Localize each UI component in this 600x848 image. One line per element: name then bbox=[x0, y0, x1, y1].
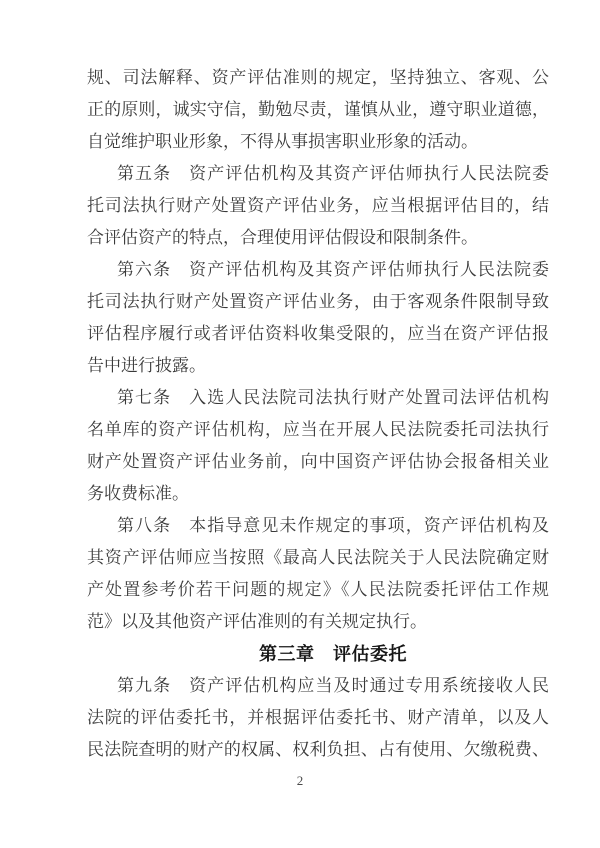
document-body bbox=[87, 62, 549, 766]
page-number: 2 bbox=[296, 773, 304, 788]
text-line: 第五条 资产评估机构及其资产评估师执行人民法院委 bbox=[117, 164, 549, 183]
text-line: 民法院查明的财产的权属、权利负担、占有使用、欠缴税费、 bbox=[87, 740, 549, 759]
text-line: 自觉维护职业形象，不得从事损害职业形象的活动。 bbox=[87, 132, 478, 151]
text-line: 告中进行披露。 bbox=[87, 356, 206, 375]
text-line: 第六条 资产评估机构及其资产评估师执行人民法院委 bbox=[117, 260, 549, 279]
text-line: 托司法执行财产处置资产评估业务，由于客观条件限制导致 bbox=[87, 292, 549, 311]
text-line: 第七条 入选人民法院司法执行财产处置司法评估机构 bbox=[117, 388, 549, 407]
text-line: 合评估资产的特点，合理使用评估假设和限制条件。 bbox=[87, 228, 478, 247]
text-line: 评估程序履行或者评估资料收集受限的，应当在资产评估报 bbox=[87, 324, 549, 343]
text-line: 第八条 本指导意见未作规定的事项，资产评估机构及 bbox=[117, 516, 549, 535]
text-line: 范》以及其他资产评估准则的有关规定执行。 bbox=[87, 612, 427, 631]
text-line: 务收费标准。 bbox=[87, 484, 189, 503]
text-line: 法院的评估委托书，并根据评估委托书、财产清单，以及人 bbox=[87, 708, 549, 727]
text-line: 财产处置资产评估业务前，向中国资产评估协会报备相关业 bbox=[87, 452, 549, 471]
text-line: 规、司法解释、资产评估准则的规定，坚持独立、客观、公 bbox=[87, 68, 549, 87]
text-line: 其资产评估师应当按照《最高人民法院关于人民法院确定财 bbox=[87, 548, 549, 567]
text-line: 第九条 资产评估机构应当及时通过专用系统接收人民 bbox=[117, 676, 549, 695]
text-line: 产处置参考价若干问题的规定》《人民法院委托评估工作规 bbox=[87, 580, 549, 599]
text-line: 托司法执行财产处置资产评估业务，应当根据评估目的，结 bbox=[87, 196, 549, 215]
text-line: 名单库的资产评估机构，应当在开展人民法院委托司法执行 bbox=[87, 420, 549, 439]
chapter-heading: 第三章 评估委托 bbox=[259, 644, 407, 664]
text-line: 正的原则，诚实守信，勤勉尽责，谨慎从业，遵守职业道德， bbox=[87, 100, 549, 119]
